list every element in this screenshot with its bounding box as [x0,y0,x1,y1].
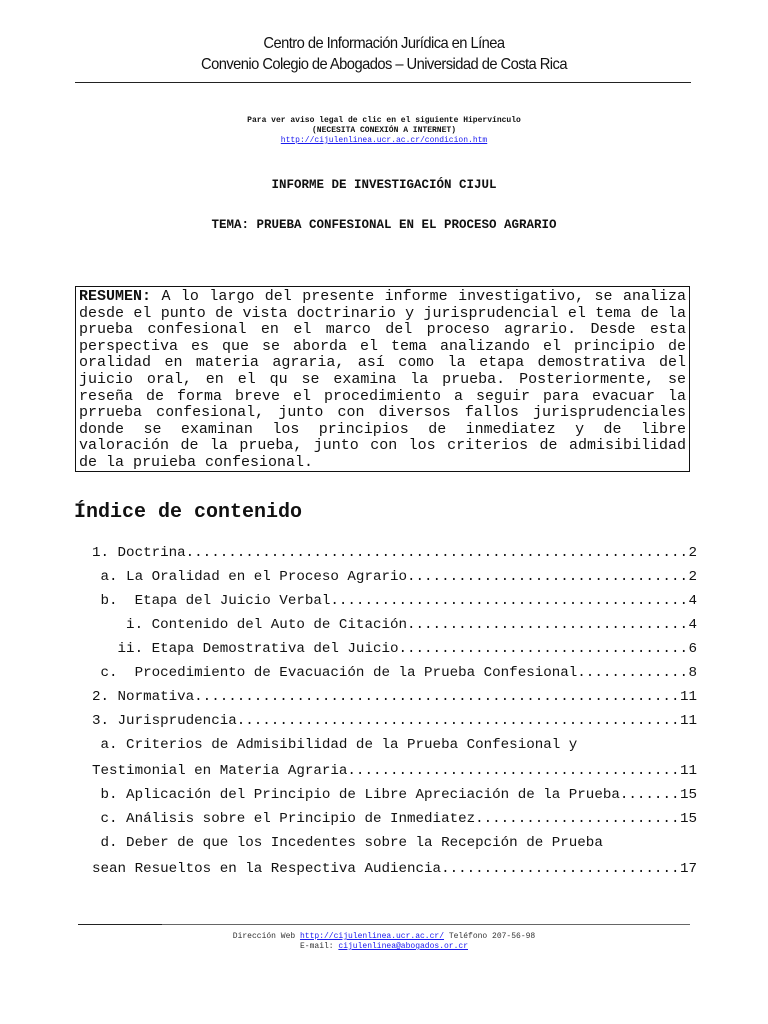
toc-item-title: i. Contenido del Auto de Citación [92,617,408,633]
footer-email-link[interactable]: cijulenlinea@abogados.or.cr [338,942,469,951]
report-title: INFORME DE INVESTIGACIÓN CIJUL [271,178,497,192]
summary-box [75,286,690,472]
toc-item-title: 3. Jurisprudencia [92,713,237,729]
toc-item[interactable] [92,616,697,634]
toc-item[interactable] [92,640,697,658]
legal-notice-link[interactable]: http://cijulenlinea.ucr.ac.cr/condicion.htm [280,136,488,145]
toc-item-page: 17 [679,861,697,877]
header-line-2: Convenio Colegio de Abogados – Universidad de Costa Rica [201,56,567,73]
toc-item-page: 11 [679,689,697,705]
toc-item-leader [237,712,680,730]
toc-item-leader [577,664,688,682]
legal-notice-line-1: Para ver aviso legal de clic en el siguiente Hipervínculo [247,116,521,125]
toc-item-leader [347,762,680,780]
toc-item-page: 11 [679,763,697,779]
toc-item-page: 8 [688,665,697,681]
toc-item-title: d. Deber de que los Incedentes sobre la Recepción de Prueba [92,835,603,851]
toc-item-leader [194,688,680,706]
toc-item[interactable] [92,592,697,610]
toc-heading: Índice de contenido [74,501,303,524]
toc-item[interactable] [92,544,697,562]
toc-item-leader [407,568,688,586]
report-topic: TEMA: PRUEBA CONFESIONAL EN EL PROCESO AGRARIO [211,218,557,232]
toc-item[interactable] [92,762,697,780]
toc-item-title: 2. Normativa [92,689,195,705]
toc-item-page: 2 [688,569,697,585]
toc-item[interactable] [92,736,697,754]
toc-item-page: 2 [688,545,697,561]
header-line-1: Centro de Información Jurídica en Línea [263,35,505,52]
toc-item[interactable] [92,860,697,878]
toc-item-leader [441,860,680,878]
toc-item-leader [186,544,689,562]
toc-item-leader [620,786,680,804]
toc-item[interactable] [92,568,697,586]
toc-item-page: 11 [679,713,697,729]
toc-item-page: 15 [679,787,697,803]
toc-item-title: c. Análisis sobre el Principio de Inmediatez [92,811,476,827]
toc-item-title: b. Etapa del Juicio Verbal [92,593,331,609]
toc-item-title: ii. Etapa Demostrativa del Juicio [92,641,399,657]
toc-item-title: 1. Doctrina [92,545,186,561]
toc-item[interactable] [92,712,697,730]
toc-item-page: 4 [688,593,697,609]
toc-item-title: sean Resueltos en la Respectiva Audiencia [92,861,442,877]
footer-email-label: E-mail: [299,942,339,951]
legal-notice-line-2: (NECESITA CONEXIÓN A INTERNET) [311,126,457,135]
toc-item-title: a. Criterios de Admisibilidad de la Prueba Confesional y [92,737,578,753]
footer-phone: Teléfono 207-56-98 [444,932,536,941]
footer-web-label: Dirección Web [232,932,300,941]
footer-web-row [0,932,768,942]
toc-item-leader [330,592,688,610]
toc-item[interactable] [92,834,697,852]
header-rule [75,82,691,83]
toc-item[interactable] [92,688,697,706]
toc-item-leader [399,640,689,658]
toc-item-title: Testimonial en Materia Agraria [92,763,348,779]
footer-email-row [0,942,768,952]
toc-item-page: 15 [679,811,697,827]
toc-item-page: 6 [688,641,697,657]
footer-rule [162,924,690,925]
toc-item-title: b. Aplicación del Principio de Libre Apreciación de la Prueba [92,787,620,803]
summary-label: RESUMEN: [79,288,152,305]
toc-item-title: a. La Oralidad en el Proceso Agrario [92,569,408,585]
toc-item-page: 4 [688,617,697,633]
footer-web-link[interactable]: http://cijulenlinea.ucr.ac.cr/ [299,932,445,941]
toc-item-title: c. Procedimiento de Evacuación de la Prueba Confesional [92,665,578,681]
legal-link-row [0,136,768,146]
toc-item-leader [475,810,680,828]
toc-item[interactable] [92,664,697,682]
toc-item[interactable] [92,786,697,804]
summary-text: A lo largo del presente informe investigativo, se analiza desde el punto de vista doctrinario y jurisprudencial el tema de la prueba confesional en el marco del proceso agrario. Desde esta perspectiva es que se aborda el tema analizando el principio de oralidad en materia agraria, así como la etapa demostrativa del juicio oral, en el qu se examina la prueba. Posteriormente, se reseña de forma breve el procedimiento a seguir para evacuar la prrueba confesional, junto con diversos fallos jurisprudenciales donde se examinan los principios de inmediatez y de libre valoración de la prueba, junto con los criterios de admisibilidad de la pruieba confesional. [79,288,686,471]
toc-item[interactable] [92,810,697,828]
toc-item-leader [407,616,688,634]
footer-rule-left [78,924,162,925]
